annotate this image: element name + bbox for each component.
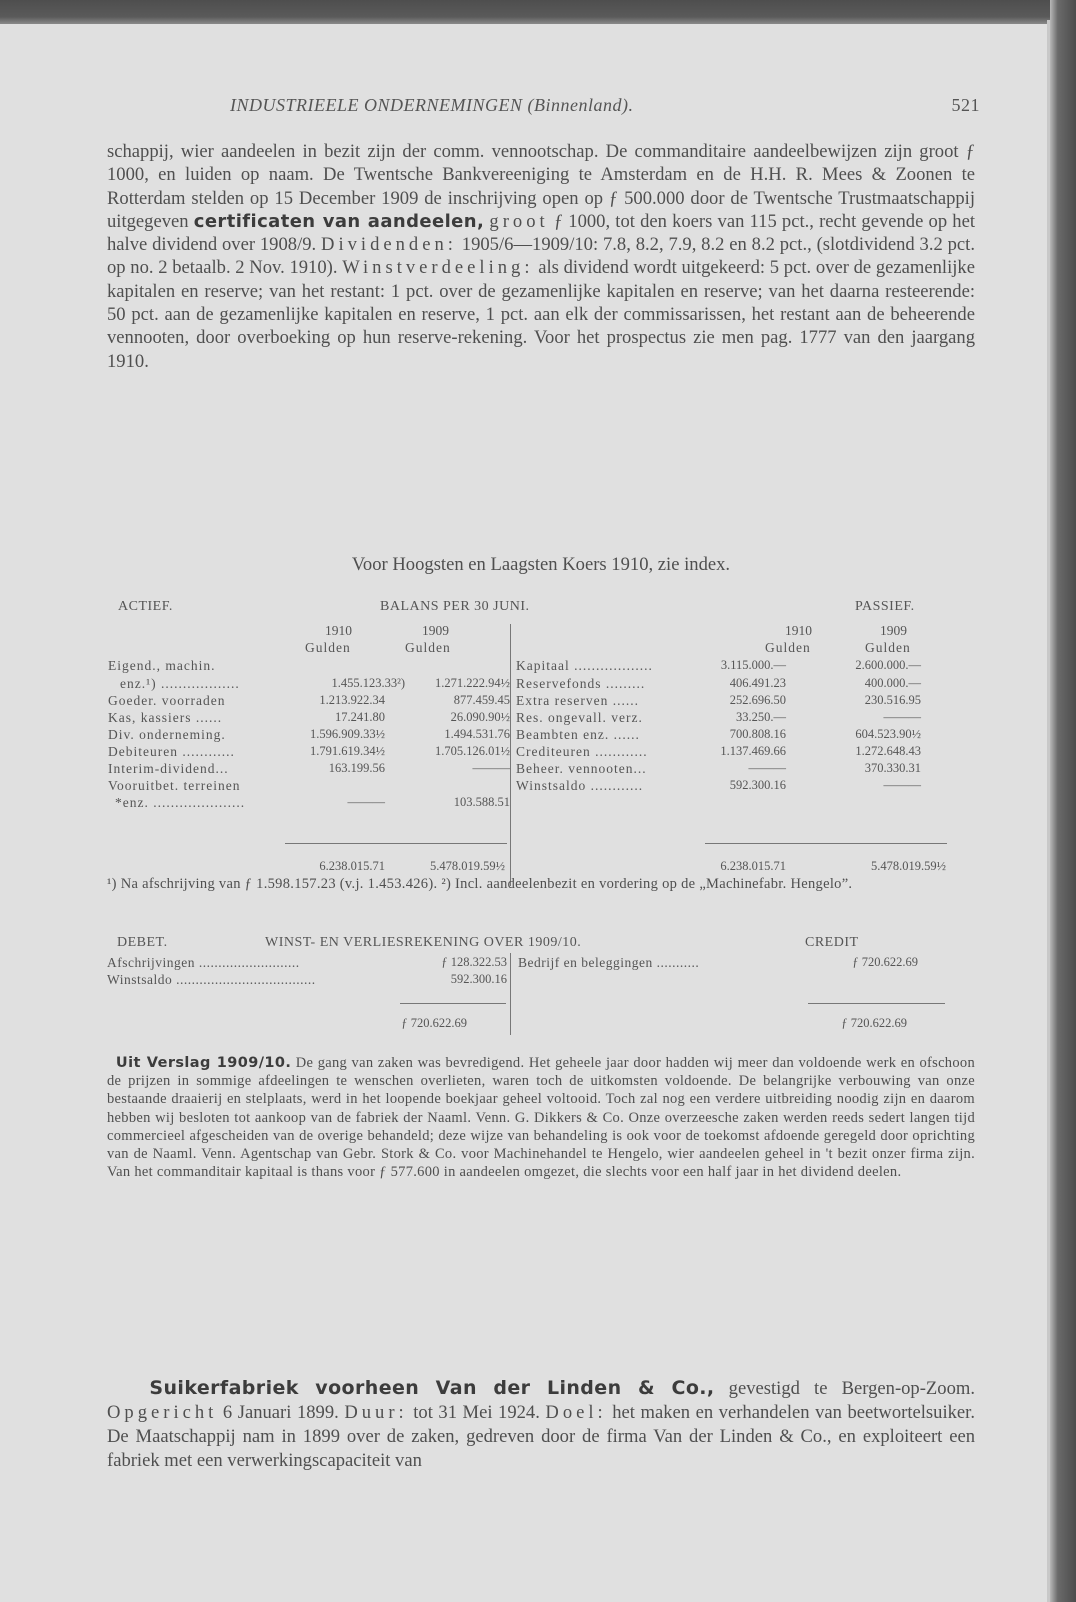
actief-1909: 26.090.90½ (450, 710, 510, 724)
passief-total-1910: 6.238.015.71 (720, 859, 786, 873)
col-year-1910-right: 1910 (785, 623, 812, 638)
passief-label: Winstsaldo ............ (516, 778, 644, 793)
balance-footnote: ¹) Na afschrijving van ƒ 1.598.157.23 (v.j. 1.453.426). ²) Incl. aandeelenbezit en vordering op de „Machinefabr. Hengelo”. (107, 876, 853, 892)
intro-text-4: als dividend wordt uitgekeerd: 5 pct. over de gezamenlijke kapitalen en reserve; van het restant: 1 pct. over de gezamenlijke kapitalen en reserve; van het daarna resteerende: 50 pct. aan de gezamenlijke kapitalen en reserve, 1 pct. aan elk der commissarissen, het restant aan de beheerende vennooten, door overboeking op hun reserve-rekening. Voor het prospectus zie men pag. 1777 van den jaargang 1910. (107, 257, 975, 372)
passief-total-1909: 5.478.019.59½ (871, 859, 946, 873)
bold-term-certificaten: certificaten van aandeelen, (193, 210, 485, 232)
actief-label: Div. onderneming. (108, 727, 226, 742)
passief-1910: 592.300.16 (729, 778, 786, 792)
debet-heading: DEBET. (117, 935, 168, 950)
actief-1909: 103.588.51 (453, 795, 510, 809)
actief-1909: ——— (472, 761, 510, 775)
actief-label: Debiteuren ............ (108, 744, 235, 759)
company-name: Suikerfabriek voorheen Van der Linden & Co., (149, 1377, 715, 1399)
credit-row (518, 955, 948, 972)
page-number: 521 (951, 95, 980, 115)
passief-1910: ——— (748, 761, 786, 775)
report-heading: Uit Verslag 1909/10. (115, 1055, 292, 1071)
entry-text-3: tot 31 Mei 1924. (407, 1402, 546, 1423)
actief-label: enz.¹) .................. (120, 676, 240, 691)
col-year-1909-left: 1909 (422, 623, 449, 638)
report-text: De gang van zaken was bevredigend. Het geheele jaar door hadden wij meer dan voldoende werk en ofschoon de prijzen in sommige afdeelingen te wenschen overlieten, waren toch de uitkomsten voldoende. De belangrijke verbouwing van onze bestaande draaierij en stelplaats, werd in het loopende boekjaar geheel voltooid. Toch zal nog een verdere uitbreiding noodig zijn en daarom hebben wij besloten tot aankoop van de fabriek der Naaml. Venn. G. Dikkers & Co. Onze overzeesche zaken werden reeds sedert langen tijd commercieel afgescheiden van de overige behandeld; deze wijze van behandeling is ook voor de toekomst afdoende geregeld door oprichting van de Naaml. Venn. Agentschap van Gebr. Stork & Co. voor Machinehandel te Hengelo, wier aandeelen geheel in 't bezit onzer firma zijn. Van het commanditair kapitaal is thans voor ƒ 577.600 in aandeelen omgezet, die slechts voor een half jaar in het dividend deelen. (107, 1055, 976, 1181)
passief-1909: 400.000.— (864, 676, 921, 690)
next-company-entry (107, 1376, 975, 1473)
col-unit-right-1: Gulden (765, 640, 811, 655)
passief-1910: 406.491.23 (729, 676, 786, 690)
actief-row (108, 761, 510, 778)
entry-text-2: 6 Januari 1899. (217, 1402, 345, 1423)
actief-label: *enz. ..................... (115, 795, 246, 810)
passief-label: Beheer. vennooten... (516, 761, 647, 776)
actief-row (108, 693, 510, 710)
passief-1909: 230.516.95 (864, 693, 921, 707)
passief-1909: 370.330.31 (864, 761, 921, 775)
passief-row (516, 658, 946, 675)
scan-top-edge (0, 0, 1076, 24)
passief-1909: 604.523.90½ (855, 727, 921, 741)
running-header (230, 95, 980, 123)
col-year-1910-left: 1910 (325, 623, 352, 638)
debet-value: ƒ 128.322.53 (441, 955, 507, 969)
debet-label: Afschrijvingen .......................... (107, 955, 300, 970)
credit-total-rule (808, 1003, 945, 1004)
passief-row (516, 693, 946, 710)
credit-heading: CREDIT (805, 935, 859, 950)
balance-divider (510, 624, 511, 886)
debet-total-rule (400, 1003, 506, 1004)
spaced-dividenden: Dividenden: (321, 234, 457, 256)
actief-label: Vooruitbet. terreinen (108, 778, 241, 793)
actief-row (108, 727, 510, 744)
spaced-doel: Doel: (545, 1402, 607, 1423)
koers-note: Voor Hoogsten en Laagsten Koers 1910, zie index. (351, 554, 731, 575)
passief-row (516, 727, 946, 744)
passief-1910: 33.250.— (736, 710, 786, 724)
passief-1909: 2.600.000.— (855, 658, 921, 672)
passief-total-rule (705, 843, 947, 844)
actief-1910: 163.199.56 (328, 761, 385, 775)
passief-label: Kapitaal .................. (516, 658, 653, 673)
intro-text-1: schappij, wier aandeelen in bezit zijn der comm. vennootschap. De commanditaire aandeelbewijzen zijn groot ƒ 1000, en luiden op naam. De Twentsche Bankvereeniging te Amsterdam en de H.H. R. Mees & Zoonen te Rotterdam stelden op 15 December 1909 de inschrijving open op ƒ 500.000 door de Twentsche Trustmaatschappij uitgegeven (107, 141, 975, 232)
passief-label: Res. ongevall. verz. (516, 710, 643, 725)
passief-label: Beambten enz. ...... (516, 727, 640, 742)
actief-1909: 1.271.222.94½ (435, 676, 510, 690)
passief-1909: 1.272.648.43 (855, 744, 921, 758)
passief-row (516, 761, 946, 778)
passief-label: Crediteuren ............ (516, 744, 648, 759)
passief-row (516, 744, 946, 761)
intro-text-3: 1905/6—1909/10: 7.8, 8.2, 7.9, 8.2 en 8.2 pct., (slotdividend 3.2 pct. op no. 2 betaalb. 2 Nov. 1910). (107, 234, 975, 279)
spaced-opgericht: Opgericht (107, 1402, 218, 1423)
actief-1910: 1.791.619.34½ (310, 744, 385, 758)
passief-row (516, 778, 946, 795)
actief-1909: 877.459.45 (453, 693, 510, 707)
passief-row (516, 676, 946, 693)
actief-row (108, 744, 510, 761)
col-unit-left-2: Gulden (405, 640, 451, 655)
pnl-divider (510, 953, 511, 1035)
actief-row (120, 676, 510, 693)
debet-total-value: ƒ 720.622.69 (401, 1016, 467, 1030)
actief-1910: 1.455.123.33²) (331, 676, 405, 690)
actief-1909: 1.705.126.01½ (435, 744, 510, 758)
spaced-duur: Duur: (344, 1402, 408, 1423)
scan-right-edge (1050, 0, 1076, 1602)
entry-text-4: het maken en verhandelen van beetwortelsuiker. De Maatschappij nam in 1899 over de zaken, gedreven door de firma Van der Linden & Co., en exploiteert een fabriek met een verwerkingscapaciteit van (107, 1402, 975, 1471)
actief-label: Kas, kassiers ...... (108, 710, 223, 725)
actief-row (108, 710, 510, 727)
passief-1910: 1.137.469.66 (720, 744, 786, 758)
debet-row (107, 955, 507, 972)
intro-paragraph (107, 140, 975, 373)
actief-label: Eigend., machin. (108, 658, 216, 673)
actief-1910: 1.213.922.34 (319, 693, 385, 707)
passief-label: Extra reserven ...... (516, 693, 639, 708)
passief-1910: 700.808.16 (729, 727, 786, 741)
entry-text-1: gevestigd te Bergen-op-Zoom. (714, 1378, 975, 1399)
credit-value: ƒ 720.622.69 (852, 955, 918, 969)
actief-1909: 1.494.531.76 (444, 727, 510, 741)
actief-row (115, 795, 510, 812)
actief-label: Goeder. voorraden (108, 693, 226, 708)
actief-total-1909: 5.478.019.59½ (430, 859, 505, 873)
actief-heading: ACTIEF. (118, 599, 173, 614)
passief-label: Reservefonds ......... (516, 676, 646, 691)
header-title: INDUSTRIEELE ONDERNEMINGEN (Binnenland). (230, 95, 634, 115)
col-year-1909-right: 1909 (880, 623, 907, 638)
credit-total-value: ƒ 720.622.69 (841, 1016, 907, 1030)
actief-total-rule (285, 843, 507, 844)
passief-1909: ——— (883, 710, 921, 724)
credit-label: Bedrijf en beleggingen ........... (518, 955, 700, 970)
passief-row (516, 710, 946, 727)
actief-1910: ——— (347, 795, 385, 809)
debet-label: Winstsaldo .................................... (107, 972, 316, 987)
passief-1910: 3.115.000.— (720, 658, 786, 672)
passief-heading: PASSIEF. (855, 599, 915, 614)
debet-value: 592.300.16 (450, 972, 507, 986)
actief-total-1910: 6.238.015.71 (319, 859, 385, 873)
col-unit-left-1: Gulden (305, 640, 351, 655)
pnl-title: WINST- EN VERLIESREKENING OVER 1909/10. (265, 935, 582, 950)
actief-row (108, 778, 510, 795)
actief-1910: 17.241.80 (335, 710, 385, 724)
spaced-groot: groot (489, 210, 549, 232)
passief-1909: ——— (883, 778, 921, 792)
intro-text-2: ƒ 1000, tot den koers van 115 pct., recht gevende op het halve dividend over 1908/9. (107, 210, 975, 256)
actief-1910: 1.596.909.33½ (310, 727, 385, 741)
spaced-winstverdeeling: Winstverdeeling: (342, 257, 534, 279)
col-unit-right-2: Gulden (865, 640, 911, 655)
balance-title: BALANS PER 30 JUNI. (380, 599, 530, 614)
passief-1910: 252.696.50 (729, 693, 786, 707)
annual-report-excerpt (107, 1054, 975, 1181)
actief-label: Interim-dividend... (108, 761, 229, 776)
debet-row (107, 972, 507, 989)
